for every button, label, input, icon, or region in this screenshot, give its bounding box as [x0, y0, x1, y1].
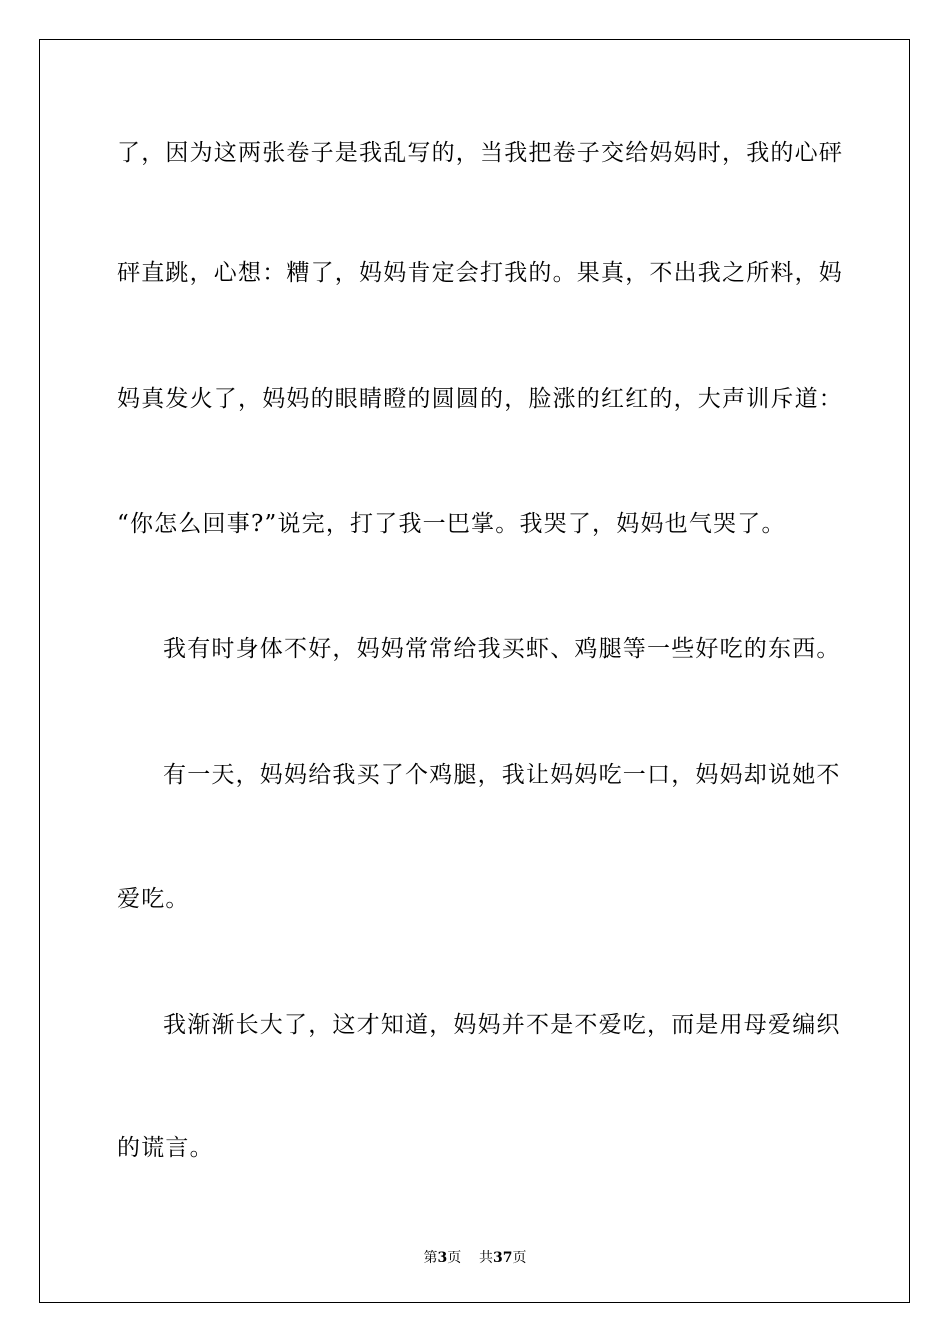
text-line-7: 爱吃。	[117, 886, 190, 912]
page-footer	[0, 1247, 950, 1267]
footer-page-number: 3	[437, 1250, 448, 1266]
footer-total-pages: 37	[493, 1250, 513, 1266]
page-border	[39, 39, 910, 1303]
text-line-1: 了，因为这两张卷子是我乱写的，当我把卷子交给妈妈时，我的心砰	[117, 140, 843, 166]
footer-total-prefix: 共	[479, 1250, 494, 1266]
paragraph-start-line-6: 有一天，妈妈给我买了个鸡腿，我让妈妈吃一口，妈妈却说她不	[163, 762, 841, 788]
text-line-2: 砰直跳，心想：糟了，妈妈肯定会打我的。果真，不出我之所料，妈	[117, 260, 843, 286]
footer-page-prefix: 第	[423, 1250, 438, 1266]
text-line-3: 妈真发火了，妈妈的眼睛瞪的圆圆的，脸涨的红红的，大声训斥道：	[117, 386, 843, 412]
text-line-9: 的谎言。	[117, 1135, 214, 1161]
footer-page-suffix: 页	[447, 1250, 462, 1266]
paragraph-start-line-8: 我渐渐长大了，这才知道，妈妈并不是不爱吃，而是用母爱编织	[163, 1012, 841, 1038]
text-line-4: “你怎么回事?”说完，打了我一巴掌。我哭了，妈妈也气哭了。	[117, 511, 786, 537]
paragraph-start-line-5: 我有时身体不好，妈妈常常给我买虾、鸡腿等一些好吃的东西。	[163, 636, 841, 662]
footer-total-suffix: 页	[512, 1250, 527, 1266]
